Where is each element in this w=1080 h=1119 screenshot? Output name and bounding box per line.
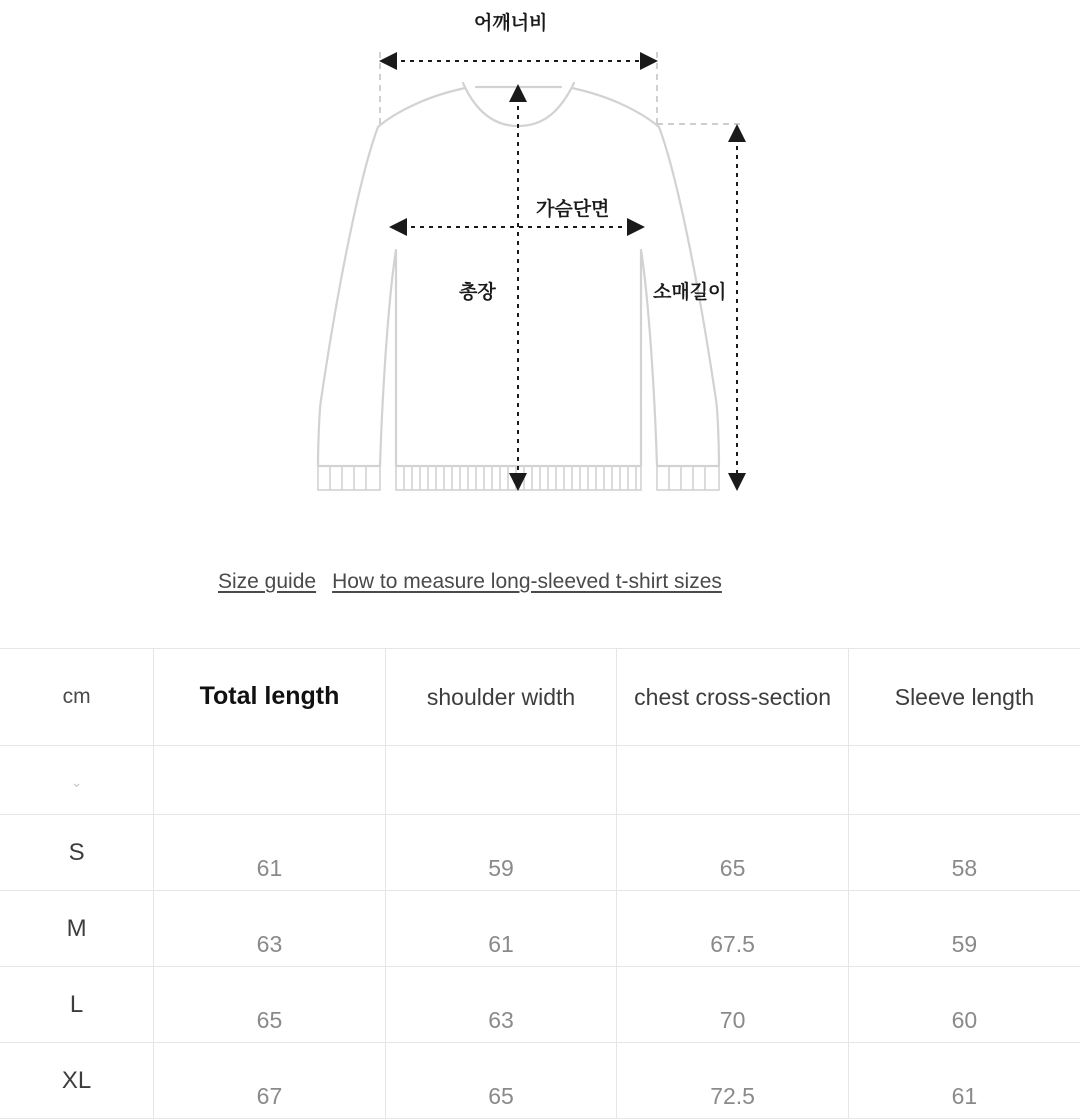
cell-sleeve-length: 58 [848,815,1080,891]
cell-shoulder-width: 59 [385,815,617,891]
cell-shoulder-width: 65 [385,1043,617,1119]
table-row [0,967,1080,1043]
size-table [0,648,1080,1119]
shoulder-width-label: 어깨너비 [474,13,548,34]
sleeve-length-label: 소매길이 [653,282,727,303]
how-to-measure-link[interactable]: How to measure long-sleeved t-shirt sizes [332,570,722,593]
row-size-label: L [0,967,154,1043]
cell-chest-cross-section: 72.5 [617,1043,849,1119]
table-spacer-row [0,746,1080,815]
table-row [0,1043,1080,1119]
cell-sleeve-length: 61 [848,1043,1080,1119]
cell-total-length: 65 [154,967,386,1043]
garment-measurement-diagram [0,0,1080,540]
cell-shoulder-width: 61 [385,891,617,967]
spacer-mark-cell [0,746,154,815]
header-unit: cm [0,649,154,746]
header-chest-cross-section: chest cross-section [617,649,849,746]
header-total-length: Total length [154,649,386,746]
size-table-wrapper [0,648,1080,1119]
guide-links [0,570,1080,594]
cell-sleeve-length: 59 [848,891,1080,967]
chest-cross-section-label: 가슴단면 [536,199,610,220]
spacer-cell [617,746,849,815]
cell-chest-cross-section: 65 [617,815,849,891]
spacer-cell [154,746,386,815]
cell-shoulder-width: 63 [385,967,617,1043]
header-shoulder-width: shoulder width [385,649,617,746]
table-header-row [0,649,1080,746]
table-row [0,815,1080,891]
spacer-mark: ⌄ [70,774,83,790]
cell-chest-cross-section: 70 [617,967,849,1043]
cell-chest-cross-section: 67.5 [617,891,849,967]
table-row [0,891,1080,967]
row-size-label: XL [0,1043,154,1119]
cell-total-length: 63 [154,891,386,967]
spacer-cell [385,746,617,815]
sweatshirt-illustration [0,0,1080,540]
cell-total-length: 67 [154,1043,386,1119]
size-guide-link[interactable]: Size guide [218,570,317,593]
row-size-label: S [0,815,154,891]
cell-total-length: 61 [154,815,386,891]
total-length-label: 총장 [459,282,496,303]
spacer-cell [848,746,1080,815]
header-sleeve-length: Sleeve length [848,649,1080,746]
cell-sleeve-length: 60 [848,967,1080,1043]
row-size-label: M [0,891,154,967]
